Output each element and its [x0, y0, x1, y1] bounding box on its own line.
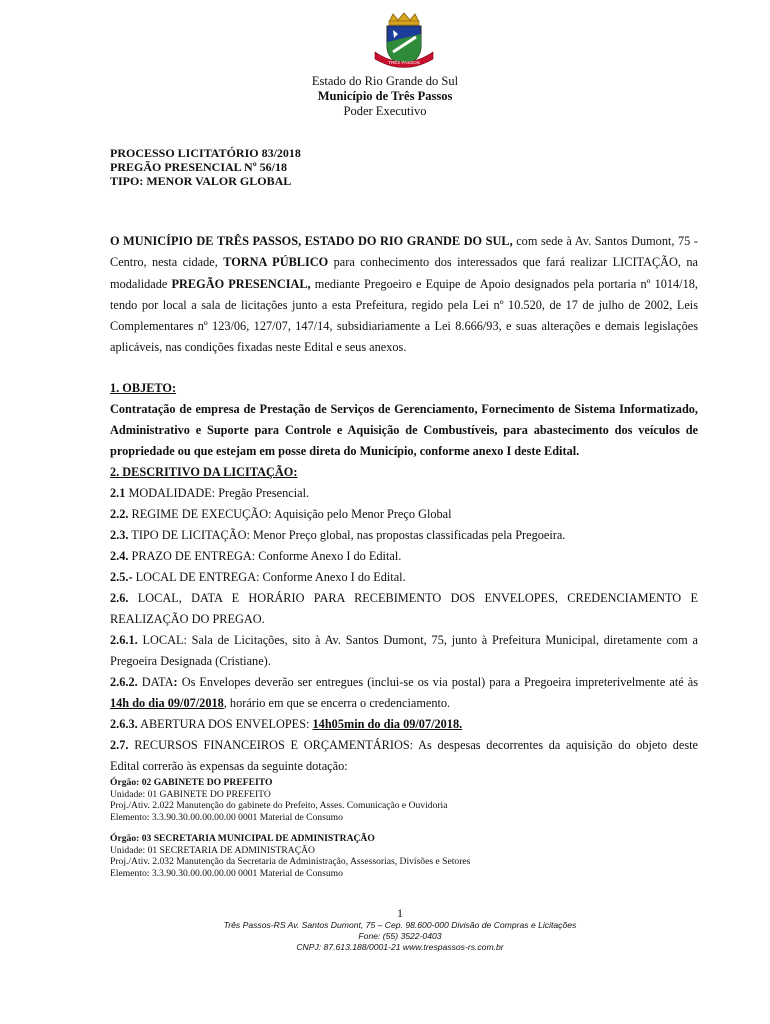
budget-allocation [110, 777, 710, 823]
intro-lead: O MUNICÍPIO DE TRÊS PASSOS, ESTADO DO RIO GRANDE DO SUL, [110, 234, 513, 248]
item-text: PRAZO DE ENTREGA: Conforme Anexo I do Edital. [128, 549, 402, 563]
item-2-2 [110, 504, 698, 525]
item-number: 2.6.3. [110, 717, 138, 731]
item-number: 2.6. [110, 591, 129, 605]
item-2-1 [110, 483, 698, 504]
municipality-name: Município de Três Passos [317, 89, 453, 103]
item-text: LOCAL: Sala de Licitações, sito à Av. Santos Dumont, 75, junto à Prefeitura Municipal, diretamente com a Pregoeira Designada (Cristiane). [110, 633, 698, 668]
item-2-6-1 [110, 630, 698, 672]
item-colon: : [173, 675, 178, 689]
footer-cnpj: CNPJ: 87.613.188/0001-21 www.trespassos-rs.com.br [296, 942, 504, 952]
orgao-unidade: Unidade: 01 SECRETARIA DE ADMINISTRAÇÃO [110, 844, 315, 856]
process-number: PROCESSO LICITATÓRIO 83/2018 [110, 146, 301, 160]
crest-banner-text: TRÊS PASSOS [388, 60, 420, 65]
pregao-number: PREGÃO PRESENCIAL Nº 56/18 [110, 160, 287, 174]
item-number: 2.1 [110, 486, 126, 500]
intro-text-end: , nas condições fixadas neste Edital e seus anexos. [159, 340, 407, 355]
sections [110, 378, 698, 777]
page-number: 1 [397, 906, 403, 920]
item-text: TIPO DE LICITAÇÃO: Menor Preço global, nas propostas classificadas pela Pregoeira. [128, 528, 566, 542]
item-number: 2.6.1. [110, 633, 138, 647]
item-2-7 [110, 735, 698, 777]
descritivo-heading: 2. DESCRITIVO DA LICITAÇÃO: [110, 465, 298, 479]
opening-date: 14h05min do dia 09/07/2018. [312, 717, 463, 731]
item-2-6-2 [110, 672, 698, 714]
tender-type: TIPO: MENOR VALOR GLOBAL [110, 174, 292, 188]
item-number: 2.3. [110, 528, 129, 542]
item-text: LOCAL, DATA E HORÁRIO PARA RECEBIMENTO DOS ENVELOPES, CREDENCIAMENTO E REALIZAÇÃO DO PREGAO. [110, 591, 698, 626]
item-2-6-3 [110, 714, 698, 735]
objeto-text: Contratação de empresa de Prestação de Serviços de Gerenciamento, Fornecimento de Sistema Informatizado, Administrativo e Suporte para Controle e Aquisição de Combustíveis, para abastecimento dos veículos de propriedade ou que estejam em posse direta do Município, conforme anexo I deste Edital. [110, 402, 698, 458]
orgao-unidade: Unidade: 01 GABINETE DO PREFEITO [110, 788, 271, 800]
process-block [110, 146, 301, 188]
footer [0, 920, 770, 953]
item-number: 2.4. [110, 549, 129, 563]
intro-text: para conhecimento dos interessados que fará realizar LICITAÇÃO, na modalidade [110, 255, 699, 291]
coat-of-arms-icon [371, 12, 437, 72]
item-number: 2.6.2. [110, 675, 138, 689]
letterhead [0, 74, 770, 119]
item-number: 2.2. [110, 507, 129, 521]
orgao-elemento: Elemento: 3.3.90.30.00.00.00.00 0001 Material de Consumo [110, 811, 343, 823]
item-text: LOCAL DE ENTREGA: Conforme Anexo I do Edital. [132, 570, 406, 584]
item-text: ABERTURA DOS ENVELOPES: [137, 717, 313, 731]
item-label: DATA [137, 675, 174, 689]
orgao-title: Órgão: 02 GABINETE DO PREFEITO [110, 777, 273, 788]
footer-address: Três Passos-RS Av. Santos Dumont, 75 – Cep. 98.600-000 Divisão de Compras e Licitações [223, 920, 577, 930]
intro-text: mediante Pregoeiro e Equipe de Apoio designados pela portaria nº 1014/18, tendo por local a sala de licitações junto a esta Prefeitura, regido pela Lei nº 10.520, de 17 de julho de 2002, Leis Complementares nº 123/06, 127/07, 147/14, subsidiariamente a Lei 8.666/93, e suas alterações e demais legislações aplicáveis [110, 276, 698, 355]
objeto-heading: 1. OBJETO: [110, 381, 177, 395]
item-text: MODALIDADE: Pregão Presencial. [125, 486, 310, 500]
item-text: , horário em que se encerra o credenciamento. [223, 696, 451, 710]
torna-publico: TORNA PÚBLICO [223, 255, 329, 270]
item-2-6 [110, 588, 698, 630]
item-2-4 [110, 546, 698, 567]
footer-phone: Fone: (55) 3522-0403 [358, 931, 442, 941]
orgao-elemento: Elemento: 3.3.90.30.00.00.00.00 0001 Material de Consumo [110, 867, 343, 879]
intro-text: com sede à Av. Santos Dumont, 75 - Centro, nesta cidade, [110, 234, 698, 270]
orgao-proj: Proj./Ativ. 2.032 Manutenção da Secretaria de Administração, Assessorias, Divisões e Setores [110, 856, 471, 867]
delivery-date: 14h do dia 09/07/2018 [110, 696, 224, 710]
item-text: RECURSOS FINANCEIROS E ORÇAMENTÁRIOS: As despesas decorrentes da aquisição do objeto deste Edital correrão às expensas da seguinte dotação: [110, 738, 698, 773]
executive-power: Poder Executivo [343, 104, 427, 118]
orgao-title: Órgão: 03 SECRETARIA MUNICIPAL DE ADMINISTRAÇÃO [110, 833, 375, 844]
item-text: REGIME DE EXECUÇÃO: Aquisição pelo Menor Preço Global [128, 507, 452, 521]
item-text: Os Envelopes deverão ser entregues (inclui-se os via postal) para a Pregoeira impreterivelmente até às [177, 675, 698, 689]
item-2-3 [110, 525, 698, 546]
intro-paragraph [110, 231, 698, 359]
state-name: Estado do Rio Grande do Sul [311, 74, 459, 88]
budget-allocation [110, 833, 710, 879]
item-2-5 [110, 567, 698, 588]
item-number: 2.5.- [110, 570, 133, 584]
orgao-proj: Proj./Ativ. 2.022 Manutenção do gabinete do Prefeito, Asses. Comunicação e Ouvidoria [110, 800, 448, 811]
modalidade: PREGÃO PRESENCIAL, [171, 276, 311, 291]
item-number: 2.7. [110, 738, 129, 752]
